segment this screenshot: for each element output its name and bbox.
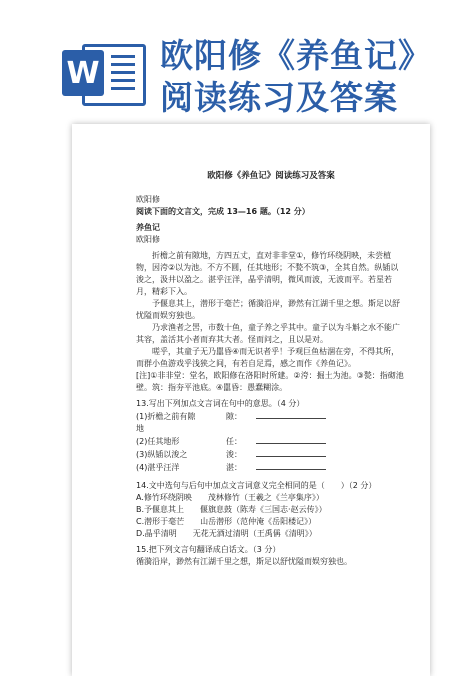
q13-word: 隙： xyxy=(226,412,242,421)
passage-title: 养鱼记 xyxy=(136,223,160,232)
q13-word: 湛： xyxy=(226,463,242,472)
question-13: 13.写出下列加点文言词在句中的意思。（4 分） xyxy=(136,399,305,408)
q14-option-b: B.予偃息其上 偃旗息鼓（陈寿《三国志·赵云传》） xyxy=(136,505,327,514)
answer-blank[interactable] xyxy=(256,435,326,444)
question-15: 15.把下列文言句翻译成白话文。（3 分） xyxy=(136,545,281,554)
word-document-icon xyxy=(62,40,146,104)
q14-option-a: A.修竹环绕阴映 茂林修竹（王羲之《兰亭集序》） xyxy=(136,493,324,502)
q14-option-c: C.潜形于毫芒 山岳潜形（范仲淹《岳阳楼记》） xyxy=(136,517,317,526)
q13-phrase: (2)任其地形 xyxy=(136,437,180,446)
answer-blank[interactable] xyxy=(256,448,326,457)
q13-phrase: (4)湛乎汪洋 xyxy=(136,463,180,472)
passage-paragraph-3: 乃求渔者之罟，市数十鱼，童子养之乎其中。童子以为斗斛之水不能广其容，盖活其小者而弃其大者。怪而问之，且以是对。 xyxy=(136,323,400,344)
q13-word: 任： xyxy=(226,437,242,446)
document-content xyxy=(136,170,406,568)
question-14: 14.文中选句与后句中加点文言词意义完全相同的是（ ）（2 分） xyxy=(136,481,377,490)
q13-item-4 xyxy=(136,461,406,474)
q13-word: 浚： xyxy=(226,450,242,459)
q15-sentence: 循漪沿岸，渺然有江湖千里之想，斯足以舒忧隘而娱穷独也。 xyxy=(136,557,352,566)
passage-paragraph-4: 嗟乎，其童子无乃嚚昏④而无识者乎！予观巨鱼枯涸在旁，不得其所，而群小鱼游戏乎浅狭之间，有若自足焉，感之而作《养鱼记》。 xyxy=(136,347,400,368)
word-badge: W xyxy=(62,50,104,96)
passage-paragraph-1: 折檐之前有隙地，方四五丈，直对非非堂①，修竹环绕阴映，未尝植物，因洿②以为池。不方不圆，任其地形；不甃不筑③，全其自然。纵锸以浚之，汲井以盈之。湛乎汪洋，晶乎清明，微风而波，无波而平。若星若月，精彩下入。 xyxy=(136,251,399,296)
author-line: 欧阳修 xyxy=(136,195,160,204)
passage-author: 欧阳修 xyxy=(136,235,160,244)
passage-paragraph-2: 予偃息其上，潜形于毫芒；循漪沿岸，渺然有江湖千里之想。斯足以舒忧隘而娱穷独也。 xyxy=(136,299,400,320)
q14-option-d: D.晶乎清明 无花无酒过清明（王禹偁《清明》） xyxy=(136,529,317,538)
banner-title-line2: 阅读练习及答案 xyxy=(160,78,398,117)
banner-title-line1: 欧阳修《养鱼记》 xyxy=(160,36,432,75)
q13-item-3 xyxy=(136,448,406,461)
instruction: 阅读下面的文言文，完成 13—16 题。（12 分） xyxy=(136,207,310,216)
document-page xyxy=(72,124,430,676)
answer-blank[interactable] xyxy=(256,410,326,419)
q13-item-1 xyxy=(136,410,406,435)
q13-item-2 xyxy=(136,435,406,448)
q13-phrase: (3)纵锸以浚之 xyxy=(136,450,188,459)
banner xyxy=(0,0,474,120)
q13-phrase: (1)折檐之前有隙地 xyxy=(136,412,196,433)
annotation-note: [注]①非非堂：堂名，欧阳修在洛阳时所建。②洿：掘土为池。③甃：指砌池壁。筑：指夯平池底。④嚚昏：愚蠢糊涂。 xyxy=(136,371,404,392)
document-title: 欧阳修《养鱼记》阅读练习及答案 xyxy=(207,171,335,181)
answer-blank[interactable] xyxy=(256,461,326,470)
